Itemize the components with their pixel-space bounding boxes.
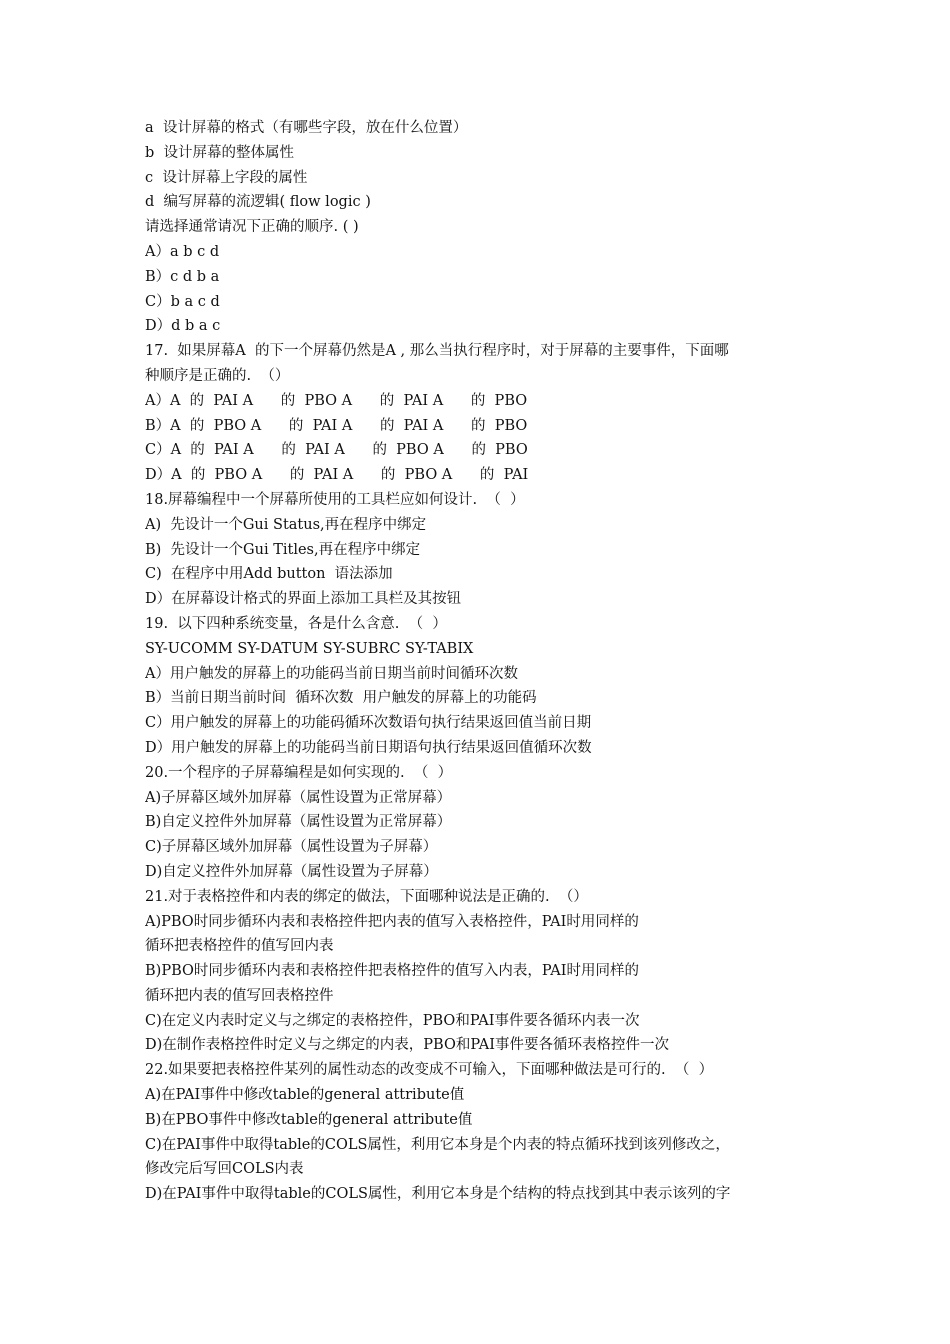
text-line: a 设计屏幕的格式（有哪些字段，放在什么位置） xyxy=(145,120,468,136)
text-line: A）A 的 PAI A 的 PBO A 的 PAI A 的 PBO xyxy=(145,392,528,409)
text-line: D)在PAI事件中取得table的COLS属性，利用它本身是个结构的特点找到其中表示该列的字 xyxy=(145,1186,731,1203)
text-line: A) 先设计一个Gui Status,再在程序中绑定 xyxy=(145,516,427,533)
text-line: 种顺序是正确的. （） xyxy=(145,367,290,384)
text-line: B）A 的 PBO A 的 PAI A 的 PAI A 的 PBO xyxy=(145,417,528,434)
text-line: B)在PBO事件中修改table的general attribute值 xyxy=(145,1111,473,1128)
question-22: 22.如果要把表格控件某列的属性动态的改变成不可输入，下面哪种做法是可行的. （ ） xyxy=(145,1062,714,1079)
text-line: A)PBO时同步循环内表和表格控件把内表的值写入表格控件，PAI时用同样的 xyxy=(145,913,639,930)
document-body xyxy=(145,116,825,1207)
text-line: B)PBO时同步循环内表和表格控件把表格控件的值写入内表，PAI时用同样的 xyxy=(145,963,640,980)
text-line: B）c d b a xyxy=(145,268,220,285)
text-line: D）在屏幕设计格式的界面上添加工具栏及其按钮 xyxy=(145,591,462,608)
text-line: B) 先设计一个Gui Titles,再在程序中绑定 xyxy=(145,541,421,558)
question-20: 20.一个程序的子屏幕编程是如何实现的. （ ） xyxy=(145,764,453,781)
text-line: SY-UCOMM SY-DATUM SY-SUBRC SY-TABIX xyxy=(145,640,474,657)
text-line: B)自定义控件外加屏幕（属性设置为正常屏幕） xyxy=(145,814,452,831)
question-18: 18.屏幕编程中一个屏幕所使用的工具栏应如何设计. （ ） xyxy=(145,491,525,508)
text-line: A）a b c d xyxy=(145,243,220,260)
text-line: C)在定义内表时定义与之绑定的表格控件，PBO和PAI事件要各循环内表一次 xyxy=(145,1012,640,1029)
text-line: D)在制作表格控件时定义与之绑定的内表，PBO和PAI事件要各循环表格控件一次 xyxy=(145,1037,669,1054)
text-line: c 设计屏幕上字段的属性 xyxy=(145,169,308,186)
question-19: 19. 以下四种系统变量，各是什么含意. （ ） xyxy=(145,615,447,632)
text-line: A）用户触发的屏幕上的功能码当前日期当前时间循环次数 xyxy=(145,665,518,682)
text-line: C）A 的 PAI A 的 PAI A 的 PBO A 的 PBO xyxy=(145,442,528,459)
text-line: 循环把表格控件的值写回内表 xyxy=(145,938,334,955)
text-line: d 编写屏幕的流逻辑( flow logic ) xyxy=(145,194,371,211)
text-line: B）当前日期当前时间 循环次数 用户触发的屏幕上的功能码 xyxy=(145,690,537,707)
text-line: C)在PAI事件中取得table的COLS属性，利用它本身是个内表的特点循环找到该列修改之， xyxy=(145,1136,730,1153)
text-line: D)自定义控件外加屏幕（属性设置为子屏幕） xyxy=(145,863,438,880)
text-line: 循环把内表的值写回表格控件 xyxy=(145,987,334,1004)
text-line: C）用户触发的屏幕上的功能码循环次数语句执行结果返回值当前日期 xyxy=(145,715,592,732)
text-line: D）d b a c xyxy=(145,318,221,335)
text-line: b 设计屏幕的整体属性 xyxy=(145,144,294,161)
text-line: 请选择通常请况下正确的顺序. ( ) xyxy=(145,219,359,236)
text-line: C)子屏幕区域外加屏幕（属性设置为子屏幕） xyxy=(145,839,438,856)
text-line: C）b a c d xyxy=(145,293,220,310)
text-line: D）用户触发的屏幕上的功能码当前日期语句执行结果返回值循环次数 xyxy=(145,739,592,756)
question-21: 21.对于表格控件和内表的绑定的做法，下面哪种说法是正确的. （） xyxy=(145,888,588,905)
question-17: 17. 如果屏幕A 的下一个屏幕仍然是A , 那么当执行程序时，对于屏幕的主要事件，下面哪 xyxy=(145,343,729,360)
text-line: A)在PAI事件中修改table的general attribute值 xyxy=(145,1087,465,1104)
text-line: 修改完后写回COLS内表 xyxy=(145,1161,304,1178)
text-line: A)子屏幕区域外加屏幕（属性设置为正常屏幕） xyxy=(145,789,452,806)
text-line: C) 在程序中用Add button 语法添加 xyxy=(145,566,393,583)
text-line: D）A 的 PBO A 的 PAI A 的 PBO A 的 PAI xyxy=(145,467,529,484)
